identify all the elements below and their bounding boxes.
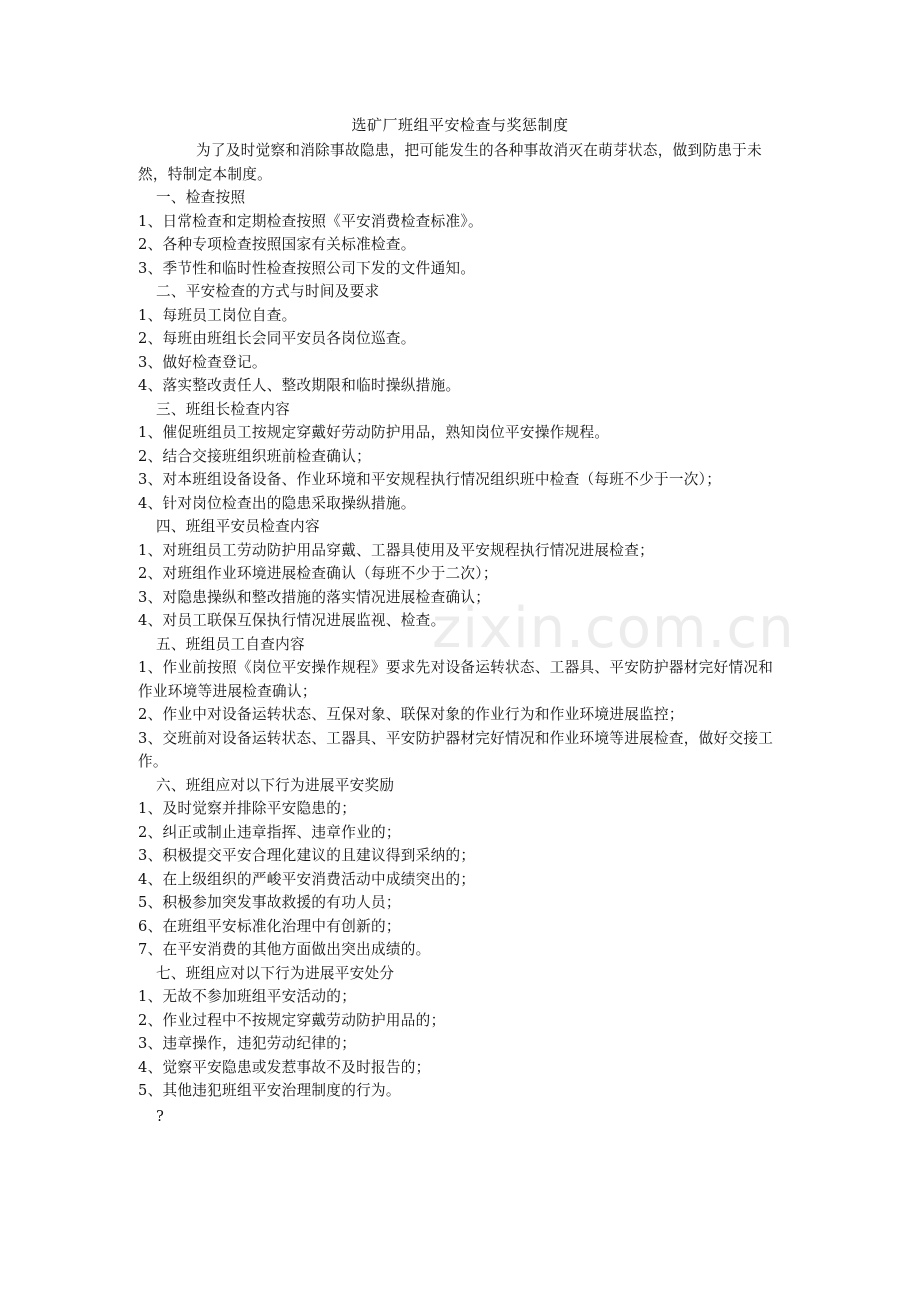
section-heading: 三、班组长检查内容 — [156, 400, 291, 418]
list-item: 2、对班组作业环境进展检查确认（每班不少于二次）； — [138, 565, 498, 582]
list-item: 3、季节性和临时性检查按照公司下发的文件通知。 — [138, 259, 476, 277]
list-item: 1、无故不参加班组平安活动的； — [138, 988, 357, 1005]
list-item: 7、在平安消费的其他方面做出突出成绩的。 — [138, 941, 431, 958]
list-item: 4、落实整改责任人、整改期限和临时操纵措施。 — [138, 377, 461, 394]
list-item: 5、积极参加突发事故救援的有功人员； — [138, 894, 401, 911]
list-item: 3、违章操作，违犯劳动纪律的； — [138, 1035, 357, 1052]
list-item: 5、其他违犯班组平安治理制度的行为。 — [138, 1082, 401, 1099]
list-item: 1、每班员工岗位自查。 — [138, 306, 297, 324]
section-heading: 七、班组应对以下行为进展平安处分 — [156, 964, 395, 982]
watermark-text: zixin.com.cn — [432, 596, 795, 661]
list-item: 6、在班组平安标准化治理中有创新的； — [138, 917, 401, 935]
document-body — [138, 139, 786, 1128]
list-item: 1、催促班组员工按规定穿戴好劳动防护用品，熟知岗位平安操作规程。 — [138, 424, 610, 441]
list-item: 2、纠正或制止违章指挥、违章作业的； — [138, 823, 401, 841]
list-item: 4、对员工联保互保执行情况进展监视、检查。 — [138, 612, 446, 629]
list-item: 3、交班前对设备运转状态、工器具、平安防护器材完好情况和作业环境等进展检查，做好交接工作。 — [138, 729, 774, 770]
section-heading: 六、班组应对以下行为进展平安奖励 — [156, 776, 395, 794]
list-item: 2、各种专项检查按照国家有关标准检查。 — [138, 236, 416, 253]
list-item: 3、对隐患操纵和整改措施的落实情况进展检查确认； — [138, 588, 491, 606]
list-item: 2、每班由班组长会同平安员各岗位巡查。 — [138, 330, 416, 347]
list-item: 3、做好检查登记。 — [138, 353, 267, 371]
list-item: 2、作业中对设备运转状态、互保对象、联保对象的作业行为和作业环境进展监控； — [138, 706, 684, 723]
list-item: 4、针对岗位检查出的隐患采取操纵措施。 — [138, 494, 416, 512]
list-item: 4、觉察平安隐患或发惹事故不及时报告的； — [138, 1058, 431, 1076]
list-item: 1、作业前按照《岗位平安操作规程》要求先对设备运转状态、工器具、平安防护器材完好情况和作业环境等进展检查确认； — [138, 659, 774, 700]
list-item: 1、对班组员工劳动防护用品穿戴、工器具使用及平安规程执行情况进展检查； — [138, 541, 654, 559]
list-item: 1、及时觉察并排除平安隐患的； — [138, 800, 357, 817]
trailing-mark: ? — [156, 1107, 165, 1125]
list-item: 4、在上级组织的严峻平安消费活动中成绩突出的； — [138, 870, 476, 888]
intro-paragraph: 为了及时觉察和消除事故隐患，把可能发生的各种事故消灭在萌芽状态，做到防患于未然，特制定本制度。 — [138, 142, 762, 183]
list-item: 3、对本班组设备设备、作业环境和平安规程执行情况组织班中检查（每班不少于一次）； — [138, 471, 722, 488]
section-heading: 二、平安检查的方式与时间及要求 — [156, 283, 380, 300]
section-heading: 一、检查按照 — [156, 189, 246, 206]
list-item: 2、作业过程中不按规定穿戴劳动防护用品的； — [138, 1011, 446, 1029]
list-item: 1、日常检查和定期检查按照《平安消费检查标准》。 — [138, 212, 483, 230]
section-heading: 四、班组平安员检查内容 — [156, 518, 320, 535]
list-item: 3、积极提交平安合理化建议的且建议得到采纳的； — [138, 847, 476, 864]
document-title: 选矿厂班组平安检查与奖惩制度 — [351, 116, 569, 134]
list-item: 2、结合交接班组织班前检查确认； — [138, 447, 371, 465]
section-heading: 五、班组员工自查内容 — [156, 635, 305, 653]
